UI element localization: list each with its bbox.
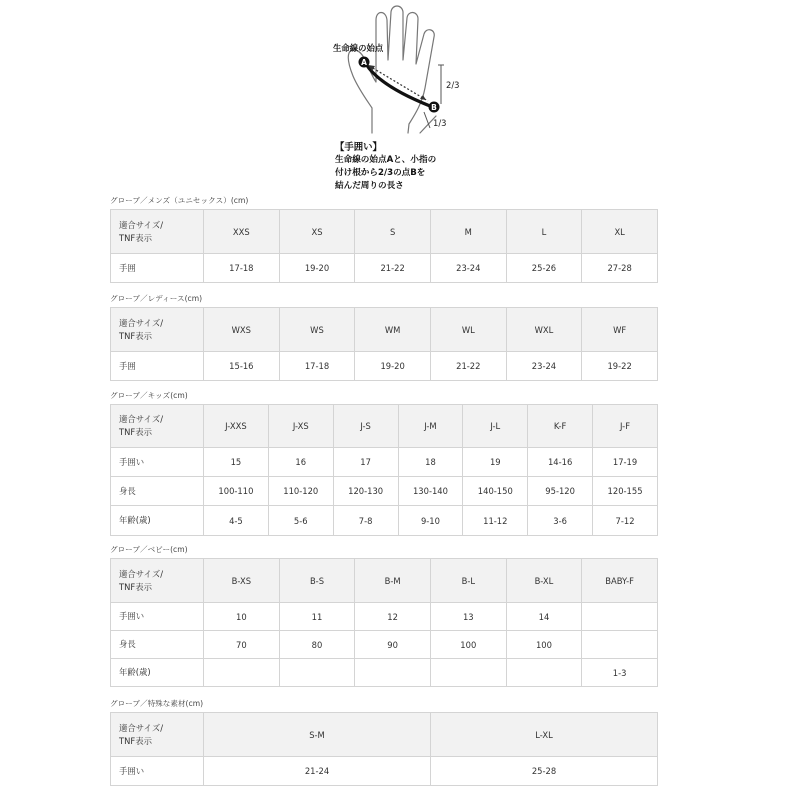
row-label: 手囲い <box>111 448 204 477</box>
value-cell <box>582 631 658 659</box>
header-label-cell: 適合サイズ/ TNF表示 <box>111 405 204 448</box>
size-cell: XS <box>279 210 355 254</box>
arrow-head-icon-2 <box>420 95 426 100</box>
table-row <box>111 210 658 254</box>
value-cell: 110-120 <box>268 477 333 506</box>
row-label: 身長 <box>111 631 204 659</box>
value-cell: 17-19 <box>593 448 658 477</box>
value-cell: 27-28 <box>582 254 658 283</box>
value-cell: 100 <box>506 631 582 659</box>
note-title: 【手囲い】 <box>335 142 382 153</box>
value-cell: 95-120 <box>528 477 593 506</box>
size-cell: L-XL <box>431 713 658 757</box>
section-title-kids: グローブ／キッズ(cm) <box>110 391 188 400</box>
value-cell: 15 <box>204 448 269 477</box>
value-cell: 120-155 <box>593 477 658 506</box>
size-cell: L <box>506 210 582 254</box>
size-cell: K-F <box>528 405 593 448</box>
value-cell: 7-12 <box>593 506 658 536</box>
value-cell: 14 <box>506 603 582 631</box>
hand-outline <box>348 6 434 133</box>
value-cell: 12 <box>355 603 431 631</box>
start-point-label: 生命線の始点 <box>333 43 384 53</box>
size-cell: WM <box>355 308 431 352</box>
size-cell: J-S <box>333 405 398 448</box>
size-cell: WF <box>582 308 658 352</box>
section-title-special: グローブ／特殊な素材(cm) <box>110 699 204 708</box>
table-row <box>111 352 658 381</box>
hand-measure-note <box>335 141 436 193</box>
value-cell: 15-16 <box>204 352 280 381</box>
value-cell: 21-24 <box>204 757 431 786</box>
size-cell: WXL <box>506 308 582 352</box>
value-cell: 17 <box>333 448 398 477</box>
header-label-cell: 適合サイズ/ TNF表示 <box>111 559 204 603</box>
value-cell: 10 <box>204 603 280 631</box>
value-cell: 19-20 <box>279 254 355 283</box>
size-cell: XXS <box>204 210 280 254</box>
value-cell <box>582 603 658 631</box>
size-cell: B-L <box>430 559 506 603</box>
row-label: 手囲い <box>111 757 204 786</box>
section-title-baby: グローブ／ベビー(cm) <box>110 545 188 554</box>
value-cell: 17-18 <box>204 254 280 283</box>
size-cell: J-F <box>593 405 658 448</box>
table-row <box>111 448 658 477</box>
value-cell <box>506 659 582 687</box>
value-cell: 120-130 <box>333 477 398 506</box>
header-label-cell: 適合サイズ/ TNF表示 <box>111 210 204 254</box>
value-cell: 21-22 <box>430 352 506 381</box>
header-label-cell: 適合サイズ/ TNF表示 <box>111 308 204 352</box>
value-cell: 100-110 <box>204 477 269 506</box>
table-row <box>111 559 658 603</box>
dotted-measure-line <box>366 64 428 101</box>
size-cell: B-XL <box>506 559 582 603</box>
value-cell <box>430 659 506 687</box>
size-cell: J-XXS <box>204 405 269 448</box>
value-cell <box>355 659 431 687</box>
row-label: 手囲 <box>111 254 204 283</box>
value-cell: 11-12 <box>463 506 528 536</box>
value-cell: 5-6 <box>268 506 333 536</box>
size-cell: S-M <box>204 713 431 757</box>
size-cell: S <box>355 210 431 254</box>
size-cell: J-L <box>463 405 528 448</box>
size-table-ladies <box>110 307 658 381</box>
value-cell: 9-10 <box>398 506 463 536</box>
point-a-letter: A <box>361 58 367 67</box>
value-cell: 19 <box>463 448 528 477</box>
size-cell: XL <box>582 210 658 254</box>
size-cell: B-M <box>355 559 431 603</box>
value-cell: 140-150 <box>463 477 528 506</box>
row-label: 年齢(歳) <box>111 506 204 536</box>
point-b-letter: B <box>431 103 437 112</box>
value-cell: 100 <box>430 631 506 659</box>
one-third-label: 1/3 <box>433 118 447 128</box>
size-cell: B-S <box>279 559 355 603</box>
size-table-special <box>110 712 658 786</box>
note-line: 結んだ周りの長さ <box>335 181 404 191</box>
table-row <box>111 713 658 757</box>
value-cell: 19-22 <box>582 352 658 381</box>
table-row <box>111 405 658 448</box>
size-cell: J-XS <box>268 405 333 448</box>
value-cell: 11 <box>279 603 355 631</box>
value-cell: 19-20 <box>355 352 431 381</box>
value-cell: 25-28 <box>431 757 658 786</box>
two-thirds-label: 2/3 <box>446 80 460 90</box>
table-row <box>111 631 658 659</box>
value-cell: 16 <box>268 448 333 477</box>
note-line: 生命線の始点Aと、小指の <box>335 155 437 165</box>
section-title-mens: グローブ／メンズ（ユニセックス）(cm) <box>110 196 249 205</box>
size-cell: BABY-F <box>582 559 658 603</box>
size-cell: WS <box>279 308 355 352</box>
row-label: 手囲い <box>111 603 204 631</box>
table-row <box>111 308 658 352</box>
section-title-ladies: グローブ／レディース(cm) <box>110 294 203 303</box>
table-row <box>111 659 658 687</box>
size-table-kids <box>110 404 658 536</box>
row-label: 年齢(歳) <box>111 659 204 687</box>
size-cell: J-M <box>398 405 463 448</box>
value-cell: 90 <box>355 631 431 659</box>
size-cell: M <box>430 210 506 254</box>
value-cell: 21-22 <box>355 254 431 283</box>
header-label-cell: 適合サイズ/ TNF表示 <box>111 713 204 757</box>
value-cell: 4-5 <box>204 506 269 536</box>
value-cell: 3-6 <box>528 506 593 536</box>
value-cell: 18 <box>398 448 463 477</box>
table-row <box>111 506 658 536</box>
value-cell: 130-140 <box>398 477 463 506</box>
table-row <box>111 477 658 506</box>
table-row <box>111 603 658 631</box>
row-label: 身長 <box>111 477 204 506</box>
value-cell: 80 <box>279 631 355 659</box>
value-cell: 13 <box>430 603 506 631</box>
size-cell: WL <box>430 308 506 352</box>
value-cell <box>204 659 280 687</box>
row-label: 手囲 <box>111 352 204 381</box>
value-cell: 17-18 <box>279 352 355 381</box>
size-table-mens <box>110 209 658 283</box>
value-cell: 25-26 <box>506 254 582 283</box>
size-table-baby <box>110 558 658 687</box>
value-cell: 14-16 <box>528 448 593 477</box>
table-row <box>111 757 658 786</box>
value-cell: 7-8 <box>333 506 398 536</box>
size-cell: B-XS <box>204 559 280 603</box>
table-row <box>111 254 658 283</box>
value-cell: 70 <box>204 631 280 659</box>
value-cell: 23-24 <box>506 352 582 381</box>
value-cell: 1-3 <box>582 659 658 687</box>
note-line: 付け根から2/3の点Bを <box>335 168 426 178</box>
value-cell: 23-24 <box>430 254 506 283</box>
value-cell <box>279 659 355 687</box>
size-cell: WXS <box>204 308 280 352</box>
